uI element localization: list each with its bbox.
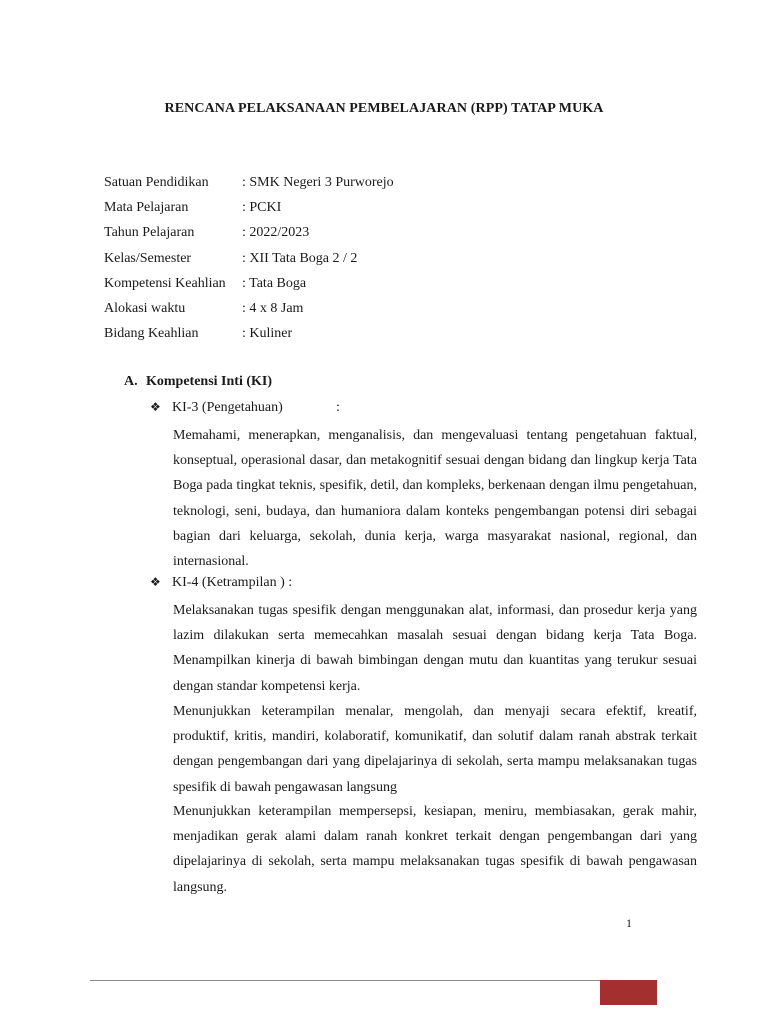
document-title: RENCANA PELAKSANAAN PEMBELAJARAN (RPP) TATAP MUKA (164, 101, 604, 116)
diamond-bullet-icon: ❖ (150, 400, 161, 414)
diamond-bullet-icon: ❖ (150, 575, 161, 589)
identity-label: Mata Pelajaran (104, 200, 189, 216)
identity-label: Alokasi waktu (104, 300, 186, 316)
identity-value: : XII Tata Boga 2 / 2 (242, 250, 358, 266)
ki4-label: KI-4 (Ketrampilan ) : (172, 575, 293, 590)
ki4-paragraph-2: Menunjukkan keterampilan menalar, mengolah, dan menyaji secara efektif, kreatif, produktif, kritis, mandiri, kolaboratif, komunikatif, dan solutif dalam ranah abstrak terkait dengan pengembangan dari yang dipelajarinya di sekolah, serta mampu melaksanakan tugas spesifik di bawah pengawasan langsung (173, 704, 697, 795)
identity-value: : Tata Boga (242, 275, 307, 291)
section-letter: A. (124, 374, 138, 389)
footer-accent-block (600, 980, 657, 1005)
identity-value: : Kuliner (242, 326, 293, 342)
identity-label: Kelas/Semester (104, 250, 192, 266)
ki4-paragraph-1: Melaksanakan tugas spesifik dengan menggunakan alat, informasi, dan prosedur kerja yang lazim dilakukan serta memecahkan masalah sesuai dengan bidang kerja Tata Boga. Menampilkan kinerja di bawah bimbingan dengan mutu dan kuantitas yang terukur sesuai dengan standar kompetensi kerja. (173, 603, 697, 694)
footer-divider (90, 980, 600, 981)
identity-label: Kompetensi Keahlian (104, 275, 226, 291)
ki3-paragraph: Memahami, menerapkan, menganalisis, dan mengevaluasi tentang pengetahuan faktual, konseptual, operasional dasar, dan metakognitif sesuai dengan bidang dan lingkup kerja Tata Boga pada tingkat teknis, spesifik, detil, dan kompleks, berkenaan dengan ilmu pengetahuan, teknologi, seni, budaya, dan humaniora dalam konteks pengembangan potensi diri sebagai bagian dari keluarga, sekolah, dunia kerja, warga masyarakat nasional, regional, dan internasional. (173, 428, 697, 570)
ki4-bullet-item (150, 575, 292, 591)
identity-value: : PCKI (242, 200, 282, 216)
identity-value: : 4 x 8 Jam (242, 300, 304, 316)
identity-value: : SMK Negeri 3 Purworejo (242, 175, 394, 190)
ki3-colon: : (336, 400, 340, 415)
identity-label: Tahun Pelajaran (104, 225, 195, 241)
ki3-bullet-item (150, 400, 283, 416)
ki3-label: KI-3 (Pengetahuan) (172, 400, 283, 415)
section-title: Kompetensi Inti (KI) (146, 374, 272, 389)
ki4-paragraph-3: Menunjukkan keterampilan mempersepsi, kesiapan, meniru, membiasakan, gerak mahir, menjadikan gerak alami dalam ranah konkret terkait dengan pengembangan dari yang dipelajarinya di sekolah, serta mampu melaksanakan tugas spesifik di bawah pengawasan langsung. (173, 804, 697, 895)
page-number: 1 (626, 916, 632, 930)
identity-label: Satuan Pendidikan (104, 175, 209, 190)
identity-label: Bidang Keahlian (104, 326, 199, 342)
identity-value: : 2022/2023 (242, 225, 310, 241)
